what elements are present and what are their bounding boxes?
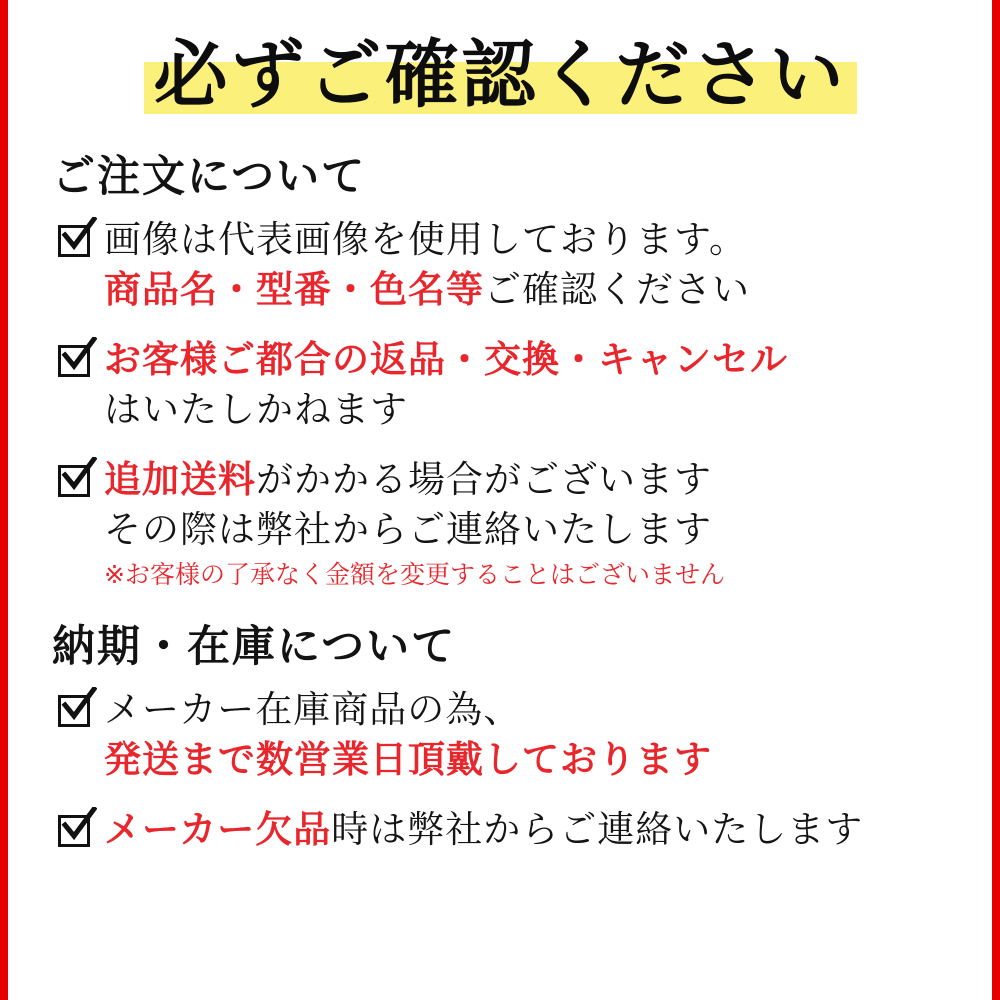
page-title — [144, 34, 857, 118]
list-item-line — [104, 455, 962, 505]
plain-text: ご確認ください — [484, 268, 750, 312]
list-item — [38, 685, 962, 785]
highlight-red-text: メーカー欠品 — [104, 808, 332, 852]
list-item-line — [104, 265, 962, 315]
checkbox-checked-icon — [56, 221, 96, 261]
highlight-red-text: 追加送料 — [104, 458, 256, 502]
checkbox-checked-icon — [56, 341, 96, 381]
list-item-line — [104, 805, 962, 855]
list-item-text — [104, 335, 962, 435]
list-item-line: その際は弊社からご連絡いたします — [104, 507, 712, 551]
highlight-red-text: 商品名・型番・色名等 — [104, 268, 484, 312]
list-item — [38, 215, 962, 315]
checkbox-checked-icon — [56, 461, 96, 501]
list-item-line: メーカー在庫商品の為、 — [104, 688, 522, 732]
list-item-text — [104, 685, 962, 785]
list-item-line: 画像は代表画像を使用しております。 — [104, 218, 748, 262]
list-item-note: ※お客様の了承なく金額を変更することはございません — [104, 559, 725, 589]
list-item — [38, 455, 962, 592]
section-heading-delivery: 納期・在庫について — [52, 621, 457, 672]
page-title-wrap — [38, 34, 962, 118]
page-title-text: 必ずご確認ください — [153, 32, 847, 118]
checkbox-checked-icon — [56, 811, 96, 851]
checkbox-checked-icon — [56, 691, 96, 731]
section-heading-orders: ご注文について — [52, 152, 367, 202]
list-item-text — [104, 455, 962, 592]
list-item-line: はいたしかねます — [104, 388, 408, 432]
list-item-text — [104, 215, 962, 315]
plain-text: がかかる場合がございます — [256, 458, 712, 502]
list-item — [38, 335, 962, 435]
list-item-text — [104, 805, 962, 855]
plain-text: 時は弊社からご連絡いたします — [331, 808, 864, 852]
list-item-line: お客様ご都合の返品・交換・キャンセル — [104, 338, 788, 382]
notice-content — [8, 0, 992, 1000]
list-item — [38, 805, 962, 855]
list-item-line: 発送まで数営業日頂戴しております — [104, 738, 712, 782]
